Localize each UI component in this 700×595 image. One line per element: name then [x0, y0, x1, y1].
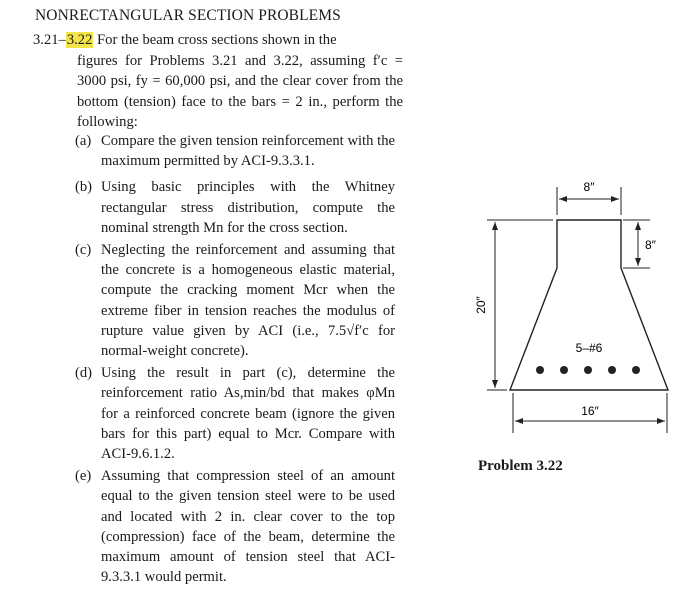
- part-text: Using basic principles with the Whitney rectangular stress distribution, compute the nominal strength Mn for the cross section.: [101, 179, 395, 236]
- part-a: [75, 131, 395, 171]
- rebar: [584, 366, 592, 374]
- rebar: [632, 366, 640, 374]
- part-label: (b): [75, 179, 93, 196]
- part-text: Neglecting the reinforcement and assuming that the concrete is a homogeneous elastic material, compute the cracking moment Mcr when the extreme fiber in tension reaches the modulus of rupture value given by ACI (i.e., 7.5√f′c for normal-weight concrete).: [101, 242, 395, 360]
- bottom-width-label: 16″: [581, 404, 599, 418]
- part-text: Compare the given tension reinforcement with the maximum permitted by ACI-9.3.3.1.: [101, 133, 395, 170]
- arrowhead-icon: [492, 380, 498, 388]
- top-width-label: 8″: [583, 180, 595, 194]
- height-label: 20″: [474, 296, 488, 314]
- top-depth-label: 8″: [645, 238, 656, 252]
- rebar: [536, 366, 544, 374]
- section-heading: NONRECTANGULAR SECTION PROBLEMS: [35, 7, 341, 24]
- problem-intro-text: figures for Problems 3.21 and 3.22, assuming f′c = 3000 psi, fy = 60,000 psi, and the clear cover from the bottom (tension) face to the bars = 2 in., perform the following:: [77, 52, 403, 130]
- highlighted-problem-number: 3.22: [66, 32, 93, 48]
- part-b: [75, 177, 395, 238]
- part-text: Assuming that compression steel of an amount equal to the given tension steel were to be used and located with 2 in. clear cover to the top (compression) face of the beam, determine the maximum amount of tension steel that ACI-9.3.3.1 would permit.: [101, 468, 395, 586]
- problem-intro-line1: For the beam cross sections shown in the: [93, 32, 337, 48]
- part-e: [75, 466, 395, 587]
- arrowhead-icon: [635, 222, 641, 230]
- part-d: [75, 363, 395, 464]
- rebar: [608, 366, 616, 374]
- rebar: [560, 366, 568, 374]
- part-text: Using the result in part (c), determine the reinforcement ratio As,min/bd that makes φMn for a reinforced concrete beam (ignore the given bars for this part) equal to Mcr. Compare with ACI-9.6.1.2.: [101, 365, 395, 463]
- problem-parts-list: [75, 131, 395, 589]
- beam-cross-section-figure: [455, 165, 695, 495]
- arrowhead-icon: [635, 258, 641, 266]
- bars-label: 5–#6: [575, 341, 603, 355]
- part-label: (e): [75, 468, 92, 485]
- problem-range-start: 3.21–: [33, 32, 66, 48]
- part-c: [75, 240, 395, 361]
- arrowhead-icon: [559, 196, 567, 202]
- part-label: (d): [75, 365, 93, 382]
- problem-statement: [33, 30, 403, 133]
- arrowhead-icon: [611, 196, 619, 202]
- arrowhead-icon: [515, 418, 523, 424]
- part-label: (c): [75, 242, 92, 259]
- arrowhead-icon: [657, 418, 665, 424]
- part-label: (a): [75, 133, 92, 149]
- arrowhead-icon: [492, 222, 498, 230]
- figure-caption: Problem 3.22: [478, 458, 563, 474]
